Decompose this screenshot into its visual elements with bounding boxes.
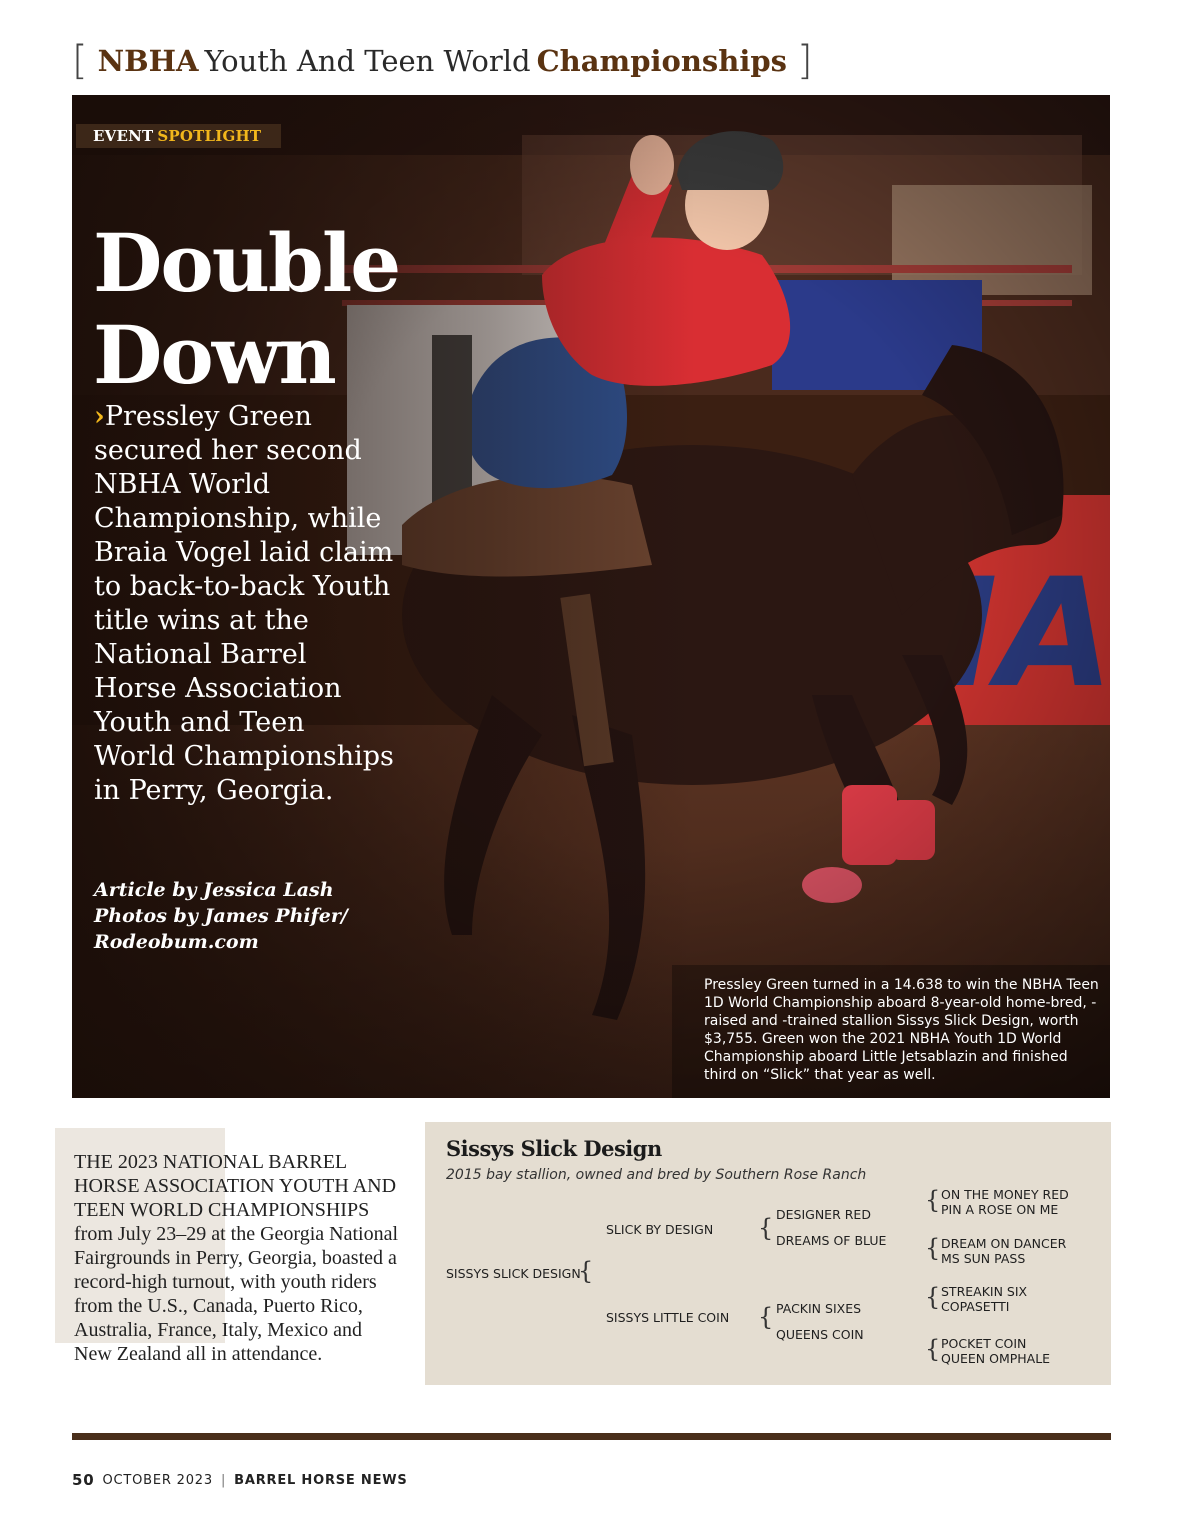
- pedigree-box: [425, 1122, 1111, 1385]
- publication-name: BARREL HORSE NEWS: [234, 1472, 408, 1488]
- brace-icon: {: [925, 1234, 941, 1262]
- footer-separator: |: [220, 1472, 227, 1488]
- byline-article: Article by Jessica Lash: [94, 879, 334, 901]
- pedigree-dam-sire: PACKIN SIXES: [776, 1301, 862, 1316]
- byline-site: Rodeobum.com: [94, 931, 259, 953]
- pedigree-sire-dam: DREAMS OF BLUE: [776, 1233, 887, 1248]
- page-number: 50: [72, 1471, 95, 1489]
- brace-icon: {: [758, 1303, 774, 1331]
- pedigree-g3-1: ON THE MONEY RED: [941, 1187, 1069, 1202]
- brace-icon: {: [925, 1186, 941, 1214]
- byline: [94, 877, 394, 955]
- close-bracket: ]: [796, 38, 813, 84]
- headline: [93, 217, 399, 401]
- hero-photo: [72, 95, 1110, 1098]
- pedigree-g3-4: MS SUN PASS: [941, 1251, 1026, 1266]
- footer-rule: [72, 1433, 1111, 1440]
- intro-paragraph: THE 2023 NATIONAL BARREL HORSE ASSOCIATION YOUTH AND TEEN WORLD CHAMPIONSHIPS from July 23–29 at the Georgia National Fairgrounds in Perry, Georgia, boasted a record-high turnout, with youth riders from the U.S., Canada, Puerto Rico, Australia, France, Italy, Mexico and New Zealand all in attendance.: [74, 1151, 399, 1365]
- pedigree-sire: SLICK BY DESIGN: [606, 1222, 714, 1237]
- chevron-right-icon: ›: [94, 401, 105, 432]
- photo-caption: Pressley Green turned in a 14.638 to win the NBHA Teen 1D World Championship aboard 8-year-old home-bred, -raised and -trained stallion Sissys Slick Design, worth $3,755. Green won the 2021 NBHA Youth 1D World Championship aboard Little Jetsablazin and finished third on “Slick” that year as well.: [704, 977, 1099, 1083]
- header-middle: Youth And Teen World: [204, 44, 531, 78]
- pedigree-horse: SISSYS SLICK DESIGN: [446, 1266, 581, 1281]
- pedigree-dam-dam: QUEENS COIN: [776, 1327, 864, 1342]
- brace-icon: {: [758, 1214, 774, 1242]
- pedigree-g3-8: QUEEN OMPHALE: [941, 1351, 1051, 1366]
- pedigree-g3-3: DREAM ON DANCER: [941, 1236, 1067, 1251]
- badge-word: EVENT: [93, 127, 154, 145]
- section-header: [72, 38, 813, 84]
- brace-icon: {: [925, 1283, 941, 1311]
- headline-line-2: Down: [93, 308, 335, 402]
- pedigree-g3-5: STREAKIN SIX: [941, 1284, 1028, 1299]
- pedigree-g3-7: POCKET COIN: [941, 1336, 1027, 1351]
- dek: [94, 400, 394, 808]
- dek-text: Pressley Green secured her second NBHA World Championship, while Braia Vogel laid claim to back-to-back Youth title wins at the National Barrel Horse Association Youth and Teen World Championships in Perry, Georgia.: [94, 401, 394, 806]
- badge-highlight: SPOTLIGHT: [157, 127, 262, 145]
- header-highlight: Championships: [536, 44, 787, 78]
- event-spotlight-badge: [76, 124, 281, 148]
- pedigree-g3-6: COPASETTI: [941, 1299, 1010, 1314]
- brace-icon: {: [925, 1335, 941, 1363]
- header-brand: NBHA: [97, 44, 199, 78]
- brace-icon: {: [578, 1257, 594, 1285]
- pedigree-subtitle: 2015 bay stallion, owned and bred by Southern Rose Ranch: [446, 1167, 867, 1183]
- pedigree-sire-sire: DESIGNER RED: [776, 1207, 871, 1222]
- pedigree-g3-2: PIN A ROSE ON ME: [941, 1202, 1059, 1217]
- byline-photos: Photos by James Phifer/: [94, 905, 348, 927]
- pedigree-title: Sissys Slick Design: [446, 1136, 662, 1161]
- issue-date: OCTOBER 2023: [102, 1472, 213, 1488]
- pedigree-dam: SISSYS LITTLE COIN: [606, 1310, 730, 1325]
- open-bracket: [: [72, 38, 88, 84]
- page-footer: [72, 1471, 408, 1489]
- headline-line-1: Double: [93, 216, 400, 310]
